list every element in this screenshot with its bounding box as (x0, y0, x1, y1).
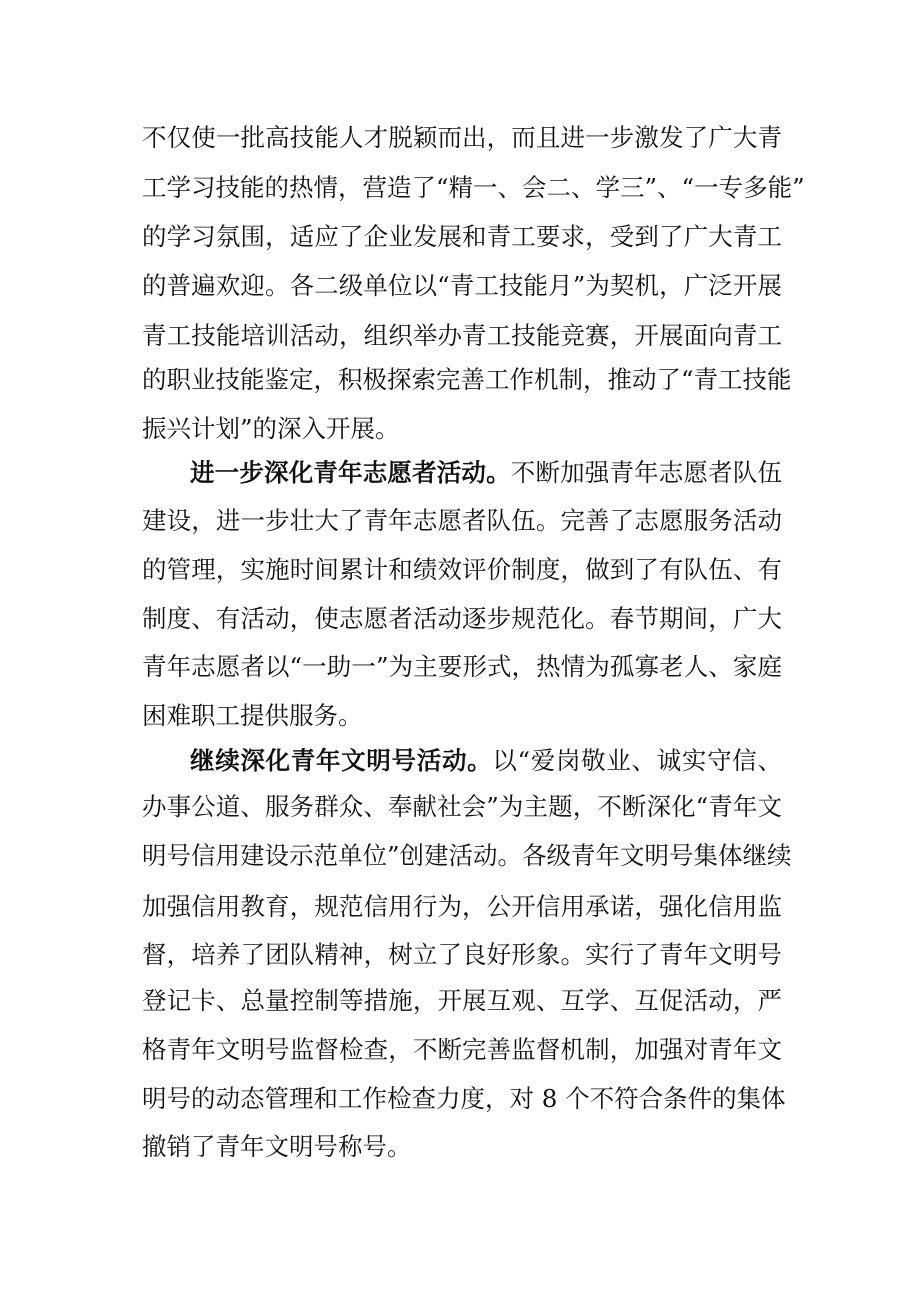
paragraph-3-line: 格青年文明号监督检查，不断完善监督机制，加强对青年文 (142, 1035, 782, 1064)
paragraph-2-heading: 进一步深化青年志愿者活动。 (190, 458, 511, 487)
paragraph-3-line: 登记卡、总量控制等措施，开展互观、互学、互促活动，严 (142, 986, 782, 1015)
paragraph-3-line: 撤销了青年文明号称号。 (142, 1132, 412, 1161)
paragraph-1-line: 的学习氛围，适应了企业发展和青工要求，受到了广大青工 (142, 222, 782, 251)
paragraph-3-heading: 继续深化青年文明号活动。 (190, 746, 493, 775)
paragraph-1-line: 不仅使一批高技能人才脱颖而出，而且进一步激发了广大青 (142, 123, 782, 152)
paragraph-1-line: 的普遍欢迎。各二级单位以“青工技能月”为契机，广泛开展 (142, 271, 782, 300)
paragraph-1-line: 的职业技能鉴定，积极探索完善工作机制，推动了“青工技能 (142, 365, 792, 394)
paragraph-2-line: 青年志愿者以“一助一”为主要形式，热情为孤寡老人、家庭 (142, 652, 782, 681)
paragraph-3-line: 明号信用建设示范单位”创建活动。各级青年文明号集体继续 (142, 841, 792, 870)
paragraph-3-first-line-text: 以“爱岗敬业、诚实守信、 (492, 746, 783, 775)
paragraph-2-first-line (190, 449, 782, 497)
paragraph-2-line: 建设，进一步壮大了青年志愿者队伍。完善了志愿服务活动 (142, 506, 782, 535)
paragraph-1-line: 振兴计划”的深入开展。 (142, 414, 400, 443)
paragraph-3-line: 督，培养了团队精神，树立了良好形象。实行了青年文明号 (142, 940, 782, 969)
paragraph-3-line: 办事公道、服务群众、奉献社会”为主题，不断深化“青年文 (142, 792, 782, 821)
paragraph-1-line: 青工技能培训活动，组织举办青工技能竞赛，开展面向青工 (142, 321, 782, 350)
paragraph-3-line: 明号的动态管理和工作检查力度，对 8 个不符合条件的集体 (142, 1084, 786, 1113)
paragraph-2-line: 制度、有活动，使志愿者活动逐步规范化。春节期间，广大 (142, 604, 782, 633)
paragraph-3-first-line (190, 737, 782, 785)
paragraph-3-line: 加强信用教育，规范信用行为，公开信用承诺，强化信用监 (142, 892, 782, 921)
paragraph-2-line: 的管理，实施时间累计和绩效评价制度，做到了有队伍、有 (142, 555, 782, 584)
paragraph-2-line: 困难职工提供服务。 (142, 701, 363, 730)
paragraph-1-line: 工学习技能的热情，营造了“精一、会二、学三”、“一专多能” (142, 173, 805, 202)
paragraph-2-first-line-text: 不断加强青年志愿者队伍 (510, 458, 783, 487)
